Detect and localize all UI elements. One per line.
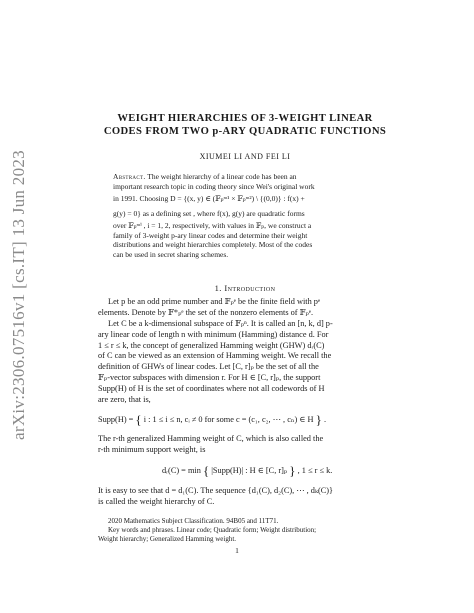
body-line: r-th minimum support weight, is (98, 444, 206, 454)
body-line: Supp(H) of H is the set of coordinates where not all codewords of H (98, 384, 325, 394)
abstract-line: important research topic in coding theory since Wei's original work (113, 181, 315, 191)
body-line: Let C be a k-dimensional subspace of 𝔽ₚⁿ. It is called an [n, k, d] p- (108, 318, 333, 328)
abstract-line: g(y) = 0} as a defining set , where f(x), g(y) are quadratic forms (113, 208, 305, 218)
section-title: Introduction (224, 283, 276, 293)
abstract-line: family of 3-weight p-ary linear codes and determine their weight (113, 230, 308, 240)
paper-authors: XIUMEI LI AND FEI LI (199, 152, 291, 161)
abstract-text: The weight hierarchy of a linear code has been an (147, 172, 297, 181)
abstract-line: can be used in secret sharing schemes. (113, 249, 229, 259)
abstract-line: over 𝔽ₚᵐⁱ , i = 1, 2, respectively, with values in 𝔽ₚ, we construct a (113, 221, 312, 231)
footnote-keywords-cont: Weight hierarchy; Generalized Hamming weight. (98, 535, 237, 543)
title-line-1: WEIGHT HIERARCHIES OF 3-WEIGHT LINEAR (117, 113, 373, 124)
brace-open: { (135, 412, 142, 427)
generalized-weight-paragraph (98, 434, 380, 456)
page-number: 1 (235, 546, 239, 555)
abstract-line: distributions and weight hierarchies completely. Most of the codes (113, 240, 313, 250)
paper-title (60, 112, 430, 138)
weight-hierarchy-paragraph (98, 486, 380, 508)
equation-ghw-definition (162, 463, 332, 479)
body-line: It is easy to see that d = d₁(C). The sequence {d₁(C), d₂(C), ⋯ , dₖ(C)} (98, 486, 334, 495)
body-line: definition of GHWs of linear codes. Let [C, r]ₚ be the set of all the (98, 362, 319, 372)
footnote-keywords: Key words and phrases. Linear code; Quadratic form; Weight distribution; (108, 526, 317, 534)
abstract-label: Abstract. (113, 172, 146, 181)
footnotes (98, 517, 380, 544)
brace-close: } (315, 412, 322, 427)
abstract (113, 172, 370, 260)
section-heading (60, 283, 430, 293)
title-line-2: CODES FROM TWO p-ARY QUADRATIC FUNCTIONS (103, 126, 387, 137)
equation-condition: , 1 ≤ r ≤ k. (297, 466, 333, 475)
brace-close: } (289, 463, 296, 478)
equation-set: i : 1 ≤ i ≤ n, cᵢ ≠ 0 for some c = (c₁, c₂, ⋯ , cₙ) ∈ H (143, 415, 314, 424)
introduction-paragraphs (98, 297, 380, 406)
arxiv-identifier-stamp (6, 150, 32, 440)
body-line: of C can be viewed as an extension of Hamming weight. We recall the (98, 351, 332, 361)
body-line: The r-th generalized Hamming weight of C, which is also called the (98, 434, 324, 443)
section-number: 1. (214, 283, 222, 293)
body-line: are zero, that is, (98, 395, 151, 405)
equation-support-definition (98, 412, 326, 428)
body-line: 1 ≤ r ≤ k, the concept of generalized Hamming weight (GHW) dᵣ(C) (98, 340, 325, 350)
body-line: is called the weight hierarchy of C. (98, 496, 215, 506)
equation-lhs: Supp(H) = (98, 415, 134, 424)
footnote-msc: 2020 Mathematics Subject Classification. 94B05 and 11T71. (108, 517, 279, 525)
abstract-line (113, 172, 370, 182)
brace-open: { (202, 463, 210, 478)
equation-set: |Supp(H)| : H ∈ [C, r]ₚ (211, 466, 288, 475)
equation-lhs: dᵣ(C) = min (162, 466, 201, 475)
body-line: ary linear code of length n with minimum (Hamming) distance d. For (98, 329, 329, 339)
equation-period: . (323, 415, 327, 424)
body-line: Let p be an odd prime number and 𝔽ₚᵉ be the finite field with pᵉ (108, 297, 321, 306)
arxiv-identifier-text: arXiv:2306.07516v1 [cs.IT] 13 Jun 2023 (9, 150, 29, 440)
abstract-line: in 1991. Choosing D = {(x, y) ∈ (𝔽ₚᵐ¹ × 𝔽ₚᵐ²) \ {(0,0)} : f(x) + (113, 193, 305, 203)
body-line: elements. Denote by 𝔽*ₚᵉ the set of the nonzero elements of 𝔽ₚᵉ. (98, 307, 314, 317)
body-line: 𝔽ₚ-vector subspaces with dimension r. For H ∈ [C, r]ₚ, the support (98, 373, 321, 383)
